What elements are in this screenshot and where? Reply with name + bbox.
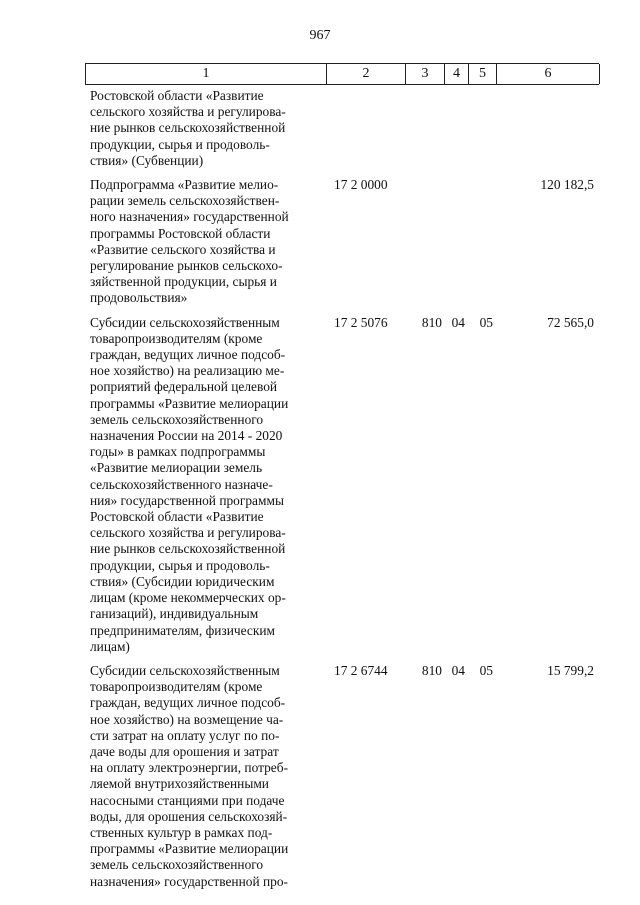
- table-header-row: [85, 63, 599, 85]
- header-col-5: 5: [469, 64, 497, 84]
- row-amount: 15 799,2: [547, 662, 594, 678]
- budget-table: [85, 63, 599, 890]
- table-row: [85, 663, 599, 890]
- row-col4: 04: [451, 662, 465, 678]
- header-col-1: 1: [86, 64, 327, 84]
- row-amount: 72 565,0: [547, 314, 594, 330]
- row-col5: [468, 177, 496, 307]
- row-code: 17 2 0000: [334, 177, 388, 193]
- row-col3: 810: [421, 662, 442, 678]
- row-col3: [405, 177, 444, 307]
- page-number: 967: [309, 28, 331, 43]
- row-col4: [444, 88, 468, 169]
- row-col4: 04: [451, 314, 465, 330]
- row-description: Субсидии сельскохозяйственным товаропроизводителям (кроме граждан, ведущих личное подсоб- ное хозяйство) на реализацию ме- роприятий федеральной целевой программы «Развитие мелиорации земель сельскохозяйственного назначения России на 2014 - 2020 годы» в рамках подпрограммы «Развитие мелиорации земель сельскохозяйственного назначе- ния» государственной программы Ростовской области «Развитие сельского хозяйства и регулирова- ние рынков сельскохозяйственной продукции, сырья и продоволь- ствия» (Субсидии юридическим лицам (кроме некоммерческих ор- ганизаций), индивидуальным предпринимателям, физическим лицам): [90, 314, 289, 654]
- row-amount: 120 182,5: [540, 177, 594, 193]
- row-col3: 810: [421, 314, 442, 330]
- row-col5: [468, 88, 496, 169]
- row-col3: [405, 88, 444, 169]
- table-row: [85, 177, 599, 307]
- row-description: Ростовской области «Развитие сельского хозяйства и регулирова- ние рынков сельскохозяйственной продукции, сырья и продоволь- ствия» (Субвенции): [90, 88, 286, 168]
- header-col-3: 3: [406, 64, 445, 84]
- row-col5: 05: [479, 314, 493, 330]
- row-col5: 05: [479, 662, 493, 678]
- row-code: 17 2 5076: [334, 314, 388, 330]
- header-col-2: 2: [327, 64, 406, 84]
- row-amount: [496, 88, 599, 169]
- row-code: 17 2 6744: [334, 662, 388, 678]
- table-row: [85, 88, 599, 169]
- table-row: [85, 315, 599, 655]
- row-col4: [444, 177, 468, 307]
- header-col-6: 6: [497, 64, 600, 84]
- row-code: [326, 88, 405, 169]
- row-description: Субсидии сельскохозяйственным товаропроизводителям (кроме граждан, ведущих личное подсоб- ное хозяйство) на возмещение ча- сти затрат на оплату услуг по по- даче воды для орошения и затрат на оплату электроэнергии, потреб- ляемой внутрихозяйственными насосными станциями при подаче воды, для орошения сельскохозяй- ственных культур в рамках под- программы «Развитие мелиорации земель сельскохозяйственного назначения» государственной про-: [90, 662, 289, 889]
- row-description: Подпрограмма «Развитие мелио- рации земель сельскохозяйствен- ного назначения» государственной программы Ростовской области «Развитие сельского хозяйства и регулирование рынков сельскохо- зяйственной продукции, сырья и продовольствия»: [90, 177, 289, 306]
- header-col-4: 4: [445, 64, 469, 84]
